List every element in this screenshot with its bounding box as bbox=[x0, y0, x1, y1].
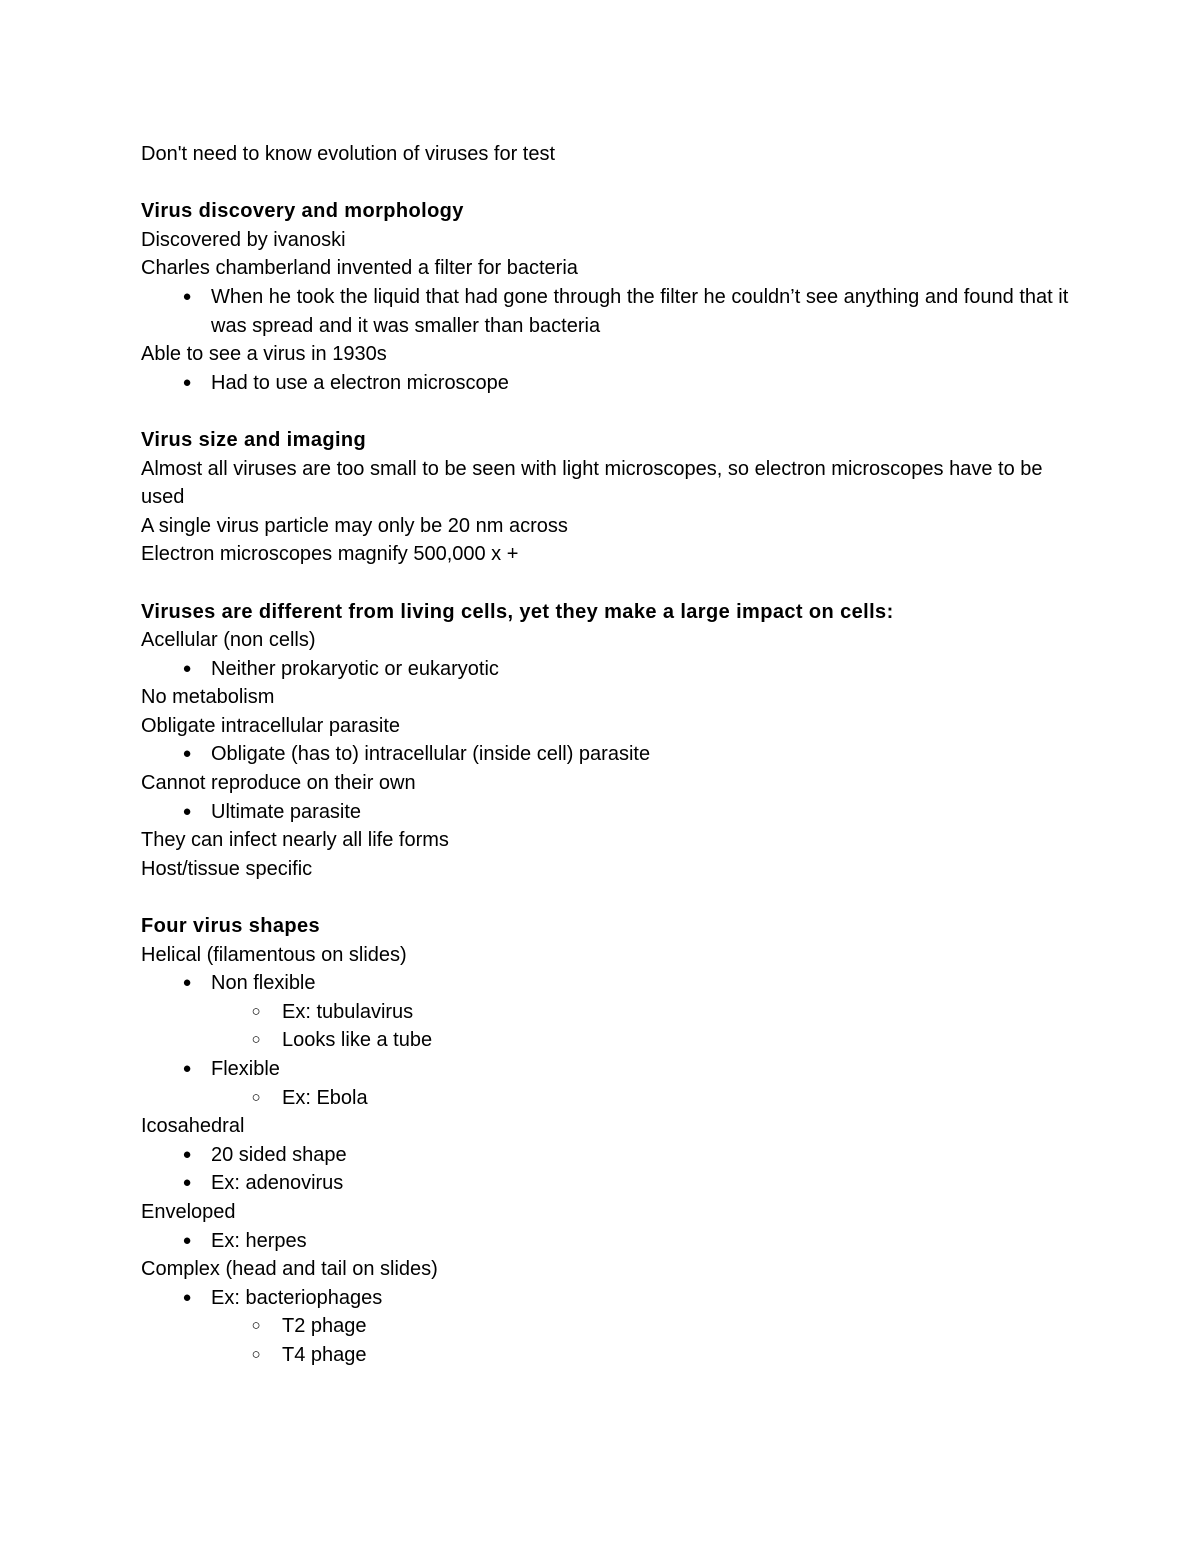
text-line: Icosahedral bbox=[141, 1115, 245, 1138]
bullet-text: Obligate (has to) intracellular (inside cell) parasite bbox=[211, 743, 651, 766]
bullet-dot-icon: ● bbox=[182, 1060, 192, 1077]
section-heading-shapes: Four virus shapes bbox=[141, 915, 321, 938]
text-line: Cannot reproduce on their own bbox=[141, 772, 416, 795]
bullet-circle-icon: ○ bbox=[251, 1345, 261, 1363]
bullet-item bbox=[141, 1169, 1081, 1198]
bullet-item bbox=[141, 1284, 1081, 1313]
bullet-item bbox=[141, 369, 1081, 398]
sub-bullet-item bbox=[141, 998, 1081, 1027]
bullet-text: Ex: herpes bbox=[211, 1229, 307, 1252]
sub-bullet-text: Ex: Ebola bbox=[282, 1086, 368, 1109]
sub-bullet-text: Ex: tubulavirus bbox=[282, 1000, 414, 1023]
text-line: Charles chamberland invented a filter for bacteria bbox=[141, 257, 578, 280]
bullet-dot-icon: ● bbox=[182, 1174, 192, 1192]
sub-bullet-item bbox=[141, 1026, 1081, 1055]
bullet-item bbox=[141, 1227, 1081, 1256]
sub-bullet-text: T2 phage bbox=[282, 1315, 367, 1338]
spacer bbox=[141, 883, 1081, 912]
bullet-item bbox=[141, 655, 1081, 684]
text-line: Helical (filamentous on slides) bbox=[141, 943, 407, 966]
text-line: Host/tissue specific bbox=[141, 857, 313, 880]
text-line: They can infect nearly all life forms bbox=[141, 829, 449, 852]
section-heading-discovery: Virus discovery and morphology bbox=[141, 200, 464, 223]
bullet-item bbox=[141, 283, 1081, 340]
bullet-item bbox=[141, 1055, 1081, 1084]
bullet-item bbox=[141, 740, 1081, 769]
bullet-text: Neither prokaryotic or eukaryotic bbox=[211, 657, 499, 680]
bullet-circle-icon: ○ bbox=[251, 1088, 261, 1106]
bullet-circle-icon: ○ bbox=[251, 1002, 261, 1020]
bullet-dot-icon: ● bbox=[182, 802, 192, 820]
bullet-circle-icon: ○ bbox=[251, 1317, 261, 1335]
bullet-text: Non flexible bbox=[211, 972, 316, 995]
bullet-dot-icon: ● bbox=[182, 373, 192, 391]
bullet-dot-icon: ● bbox=[182, 287, 192, 305]
section-heading-different: Viruses are different from living cells, yet they make a large impact on cells: bbox=[141, 600, 894, 623]
sub-bullet-item bbox=[141, 1341, 1081, 1370]
text-line: Complex (head and tail on slides) bbox=[141, 1258, 438, 1281]
bullet-item bbox=[141, 798, 1081, 827]
sub-bullet-text: T4 phage bbox=[282, 1343, 367, 1366]
bullet-dot-icon: ● bbox=[182, 1231, 192, 1249]
text-line: Enveloped bbox=[141, 1200, 236, 1223]
bullet-dot-icon: ● bbox=[182, 974, 192, 992]
intro-text: Don't need to know evolution of viruses for test bbox=[141, 143, 556, 165]
text-line: No metabolism bbox=[141, 686, 275, 709]
text-line: Discovered by ivanoski bbox=[141, 228, 346, 251]
bullet-circle-icon: ○ bbox=[251, 1031, 261, 1049]
text-line: Electron microscopes magnify 500,000 x + bbox=[141, 543, 519, 566]
document-page bbox=[141, 140, 1081, 1370]
spacer bbox=[141, 397, 1081, 426]
bullet-dot-icon: ● bbox=[182, 1145, 192, 1163]
section-heading-size: Virus size and imaging bbox=[141, 428, 367, 451]
sub-bullet-item bbox=[141, 1312, 1081, 1341]
bullet-text: When he took the liquid that had gone through the filter he couldn’t see anything and found that it was spread and it was smaller than bacteria bbox=[211, 285, 1069, 337]
spacer bbox=[141, 169, 1081, 198]
bullet-dot-icon: ● bbox=[182, 659, 192, 677]
sub-bullet-text: Looks like a tube bbox=[282, 1029, 433, 1052]
bullet-dot-icon: ● bbox=[182, 745, 192, 763]
text-line: A single virus particle may only be 20 nm across bbox=[141, 514, 568, 537]
bullet-item bbox=[141, 969, 1081, 998]
bullet-text: Ultimate parasite bbox=[211, 800, 362, 823]
bullet-dot-icon: ● bbox=[182, 1288, 192, 1306]
bullet-text: Had to use a electron microscope bbox=[211, 371, 509, 394]
text-line: Almost all viruses are too small to be seen with light microscopes, so electron microscopes have to be used bbox=[141, 457, 1043, 509]
sub-bullet-item bbox=[141, 1084, 1081, 1113]
text-line: Obligate intracellular parasite bbox=[141, 714, 401, 737]
text-line: Able to see a virus in 1930s bbox=[141, 343, 387, 366]
text-line: Acellular (non cells) bbox=[141, 629, 316, 652]
bullet-text: Ex: adenovirus bbox=[211, 1172, 344, 1195]
bullet-item bbox=[141, 1141, 1081, 1170]
bullet-text: 20 sided shape bbox=[211, 1143, 347, 1166]
spacer bbox=[141, 569, 1081, 598]
bullet-text: Ex: bacteriophages bbox=[211, 1286, 383, 1309]
bullet-text: Flexible bbox=[211, 1058, 280, 1080]
